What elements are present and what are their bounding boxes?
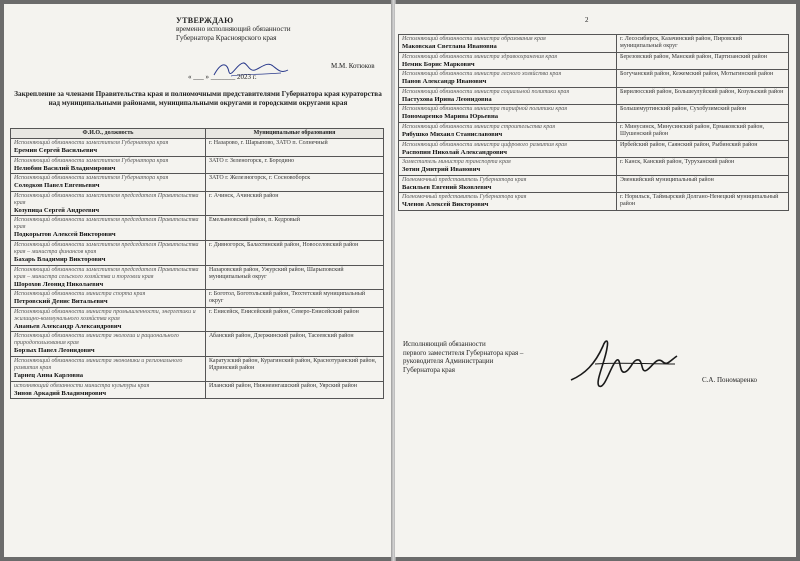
municipalities-cell: г. Назарово, г. Шарыпово, ЗАТО п. Солнечный bbox=[206, 139, 384, 157]
official-position: Исполняющий обязанности министра здравоохранения края bbox=[402, 53, 558, 60]
municipalities-cell: Каратузский район, Курагинский район, Краснотуранский район, Идринский район bbox=[206, 356, 384, 381]
official-position: Исполняющий обязанности министра строительства края bbox=[402, 123, 556, 130]
municipalities-cell: Ирбейский район, Саянский район, Рыбинский район bbox=[617, 140, 789, 158]
municipalities-cell: Березовский район, Манский район, Партизанский район bbox=[617, 52, 789, 70]
official-position: Исполняющий обязанности заместителя председателя Правительства края bbox=[14, 192, 199, 206]
official-position: Полномочный представитель Губернатора края bbox=[402, 194, 527, 201]
page-1 bbox=[4, 4, 392, 557]
official-cell bbox=[399, 70, 617, 88]
table-row bbox=[11, 174, 384, 192]
official-cell bbox=[11, 191, 206, 216]
official-position: Исполняющий обязанности министра образования края bbox=[402, 36, 546, 42]
official-position: Исполняющий обязанности министра экологии и рационального природопользования края bbox=[14, 333, 179, 347]
page-2 bbox=[395, 4, 796, 557]
official-name: Распопин Николай Александрович bbox=[402, 148, 508, 156]
municipalities-cell: Иланский район, Нижнеингашский район, Уярский район bbox=[206, 381, 384, 399]
table-row bbox=[399, 122, 789, 140]
municipalities-cell: Абанский район, Дзержинский район, Тасеевский район bbox=[206, 332, 384, 357]
table-row bbox=[399, 193, 789, 211]
curator-table-left bbox=[10, 128, 384, 399]
official-name: Солодков Павел Евгеньевич bbox=[14, 182, 100, 190]
official-cell bbox=[399, 122, 617, 140]
official-cell bbox=[11, 216, 206, 241]
official-name: Васильев Евгений Яковлевич bbox=[402, 183, 492, 191]
official-cell bbox=[11, 290, 206, 308]
official-cell bbox=[11, 332, 206, 357]
header-fio: Ф.И.О., должность bbox=[11, 129, 206, 139]
municipalities-cell: ЗАТО г. Зеленогорск, г. Бородино bbox=[206, 156, 384, 174]
official-name: Борзых Павел Леонидович bbox=[14, 347, 95, 355]
official-name: Пономаренко Марина Юрьевна bbox=[402, 113, 499, 121]
table-row bbox=[399, 158, 789, 176]
municipalities-cell: Назаровский район, Ужурский район, Шарыповский муниципальный округ bbox=[206, 265, 384, 290]
municipalities-cell: г. Боготол, Боготольский район, Тюхтетский муниципальный округ bbox=[206, 290, 384, 308]
official-position: Исполняющий обязанности заместителя Губернатора края bbox=[14, 175, 169, 182]
table-row bbox=[11, 216, 384, 241]
official-position: Исполняющий обязанности министра тарифной политики края bbox=[402, 106, 568, 113]
table-row bbox=[399, 70, 789, 88]
table-row bbox=[11, 139, 384, 157]
page-number: 2 bbox=[585, 16, 589, 24]
official-name: Членов Алексей Викторович bbox=[402, 201, 489, 209]
official-cell bbox=[399, 52, 617, 70]
official-name: Нелюбин Василий Владимирович bbox=[14, 164, 116, 172]
municipalities-cell: Эвенкийский муниципальный район bbox=[617, 175, 789, 193]
official-cell bbox=[11, 381, 206, 399]
official-position: Полномочный представитель Губернатора края bbox=[402, 176, 527, 183]
table-row bbox=[11, 191, 384, 216]
table-row bbox=[399, 87, 789, 105]
approval-block bbox=[176, 16, 376, 43]
official-cell bbox=[399, 175, 617, 193]
table-row bbox=[11, 307, 384, 332]
official-cell bbox=[11, 356, 206, 381]
table-row bbox=[399, 175, 789, 193]
official-name: Пастухова Ирина Леонидовна bbox=[402, 95, 492, 103]
official-name: Подкорытов Алексей Викторович bbox=[14, 231, 116, 239]
official-name: Маковская Светлана Ивановна bbox=[402, 43, 497, 50]
approval-heading: УТВЕРЖДАЮ bbox=[176, 16, 234, 25]
official-cell bbox=[399, 87, 617, 105]
municipalities-cell: г. Енисейск, Енисейский район, Северо-Енисейский район bbox=[206, 307, 384, 332]
table-row bbox=[399, 140, 789, 158]
official-name: Зинов Аркадий Владимирович bbox=[14, 389, 107, 397]
official-name: Панов Александр Иванович bbox=[402, 78, 487, 86]
official-position: Исполняющий обязанности министра лесного хозяйства края bbox=[402, 71, 562, 78]
header-municipalities: Муниципальные образования bbox=[206, 129, 384, 139]
official-name: Петровский Денис Витальевич bbox=[14, 298, 108, 306]
official-name: Козупица Сергей Андреевич bbox=[14, 206, 100, 214]
table-row bbox=[399, 52, 789, 70]
official-cell bbox=[399, 105, 617, 123]
official-name: Еремин Сергей Васильевич bbox=[14, 147, 98, 154]
official-position: Исполняющий обязанности заместителя председателя Правительства края – министра финансов края bbox=[14, 241, 199, 255]
approval-date: « ___ » _______ 2023 г. bbox=[188, 73, 257, 81]
official-name: Зотин Дмитрий Иванович bbox=[402, 166, 481, 174]
municipalities-cell: г. Норильск, Таймырский Долгано-Ненецкий муниципальный район bbox=[617, 193, 789, 211]
official-cell bbox=[399, 35, 617, 53]
curator-table-right bbox=[398, 34, 789, 211]
table-row bbox=[11, 156, 384, 174]
official-cell bbox=[11, 139, 206, 157]
table-row bbox=[11, 265, 384, 290]
official-cell bbox=[11, 265, 206, 290]
official-position: Исполняющий обязанности министра социальной политики края bbox=[402, 88, 570, 95]
official-cell bbox=[399, 140, 617, 158]
municipalities-cell: Емельяновский район, п. Кедровый bbox=[206, 216, 384, 241]
approval-signer: М.М. Котюков bbox=[331, 62, 375, 70]
official-name: Бахарь Владимир Викторович bbox=[14, 255, 106, 263]
table-row bbox=[11, 356, 384, 381]
table-row bbox=[11, 381, 384, 399]
table-row bbox=[11, 290, 384, 308]
closing-signature-text bbox=[403, 340, 573, 374]
closing-signature-block bbox=[403, 340, 783, 400]
official-cell bbox=[11, 240, 206, 265]
municipalities-cell: Бирилюсский район, Большеулуйский район, Козульский район bbox=[617, 87, 789, 105]
document-title: Закрепление за членами Правительства края и полномочными представителями Губернатора края кураторства над муниципальными районами, муниципальными округами и городскими округами края bbox=[14, 90, 382, 107]
municipalities-cell: г. Минусинск, Минусинский район, Ермаковский район, Шушенский район bbox=[617, 122, 789, 140]
municipalities-cell: Большемуртинский район, Сухобузимский район bbox=[617, 105, 789, 123]
official-cell bbox=[11, 156, 206, 174]
municipalities-cell: г. Дивногорск, Балахтинский район, Новоселовский район bbox=[206, 240, 384, 265]
official-name: Шорохов Леонид Николаевич bbox=[14, 280, 104, 288]
approval-line-2: Губернатора Красноярского края bbox=[176, 34, 277, 42]
municipalities-cell: ЗАТО г. Железногорск, г. Сосновоборск bbox=[206, 174, 384, 192]
municipalities-cell: г. Канск, Канский район, Туруханский район bbox=[617, 158, 789, 176]
table-row bbox=[399, 35, 789, 53]
municipalities-cell: г. Ачинск, Ачинский район bbox=[206, 191, 384, 216]
official-position: Исполняющий обязанности министра спорта края bbox=[14, 291, 146, 298]
official-name: Ананьев Александр Александрович bbox=[14, 322, 122, 330]
official-position: Исполняющий обязанности заместителя председателя Правительства края bbox=[14, 217, 199, 231]
official-cell bbox=[399, 158, 617, 176]
official-position: Исполняющий обязанности заместителя Губернатора края bbox=[14, 140, 169, 146]
official-position: Исполняющий обязанности министра экономики и регионального развития края bbox=[14, 357, 183, 371]
official-name: Рябушко Михаил Станиславович bbox=[402, 130, 503, 138]
official-position: Заместитель министра транспорта края bbox=[402, 159, 511, 166]
official-name: Немик Борис Маркович bbox=[402, 60, 475, 68]
table-header-row bbox=[11, 129, 384, 139]
approval-line-1: временно исполняющий обязанности bbox=[176, 25, 291, 33]
official-cell bbox=[11, 174, 206, 192]
official-position: Исполняющий обязанности заместителя председателя Правительства края – министра сельского хозяйства и торговли края bbox=[14, 266, 199, 280]
municipalities-cell: Богучанский район, Кежемский район, Мотыгинский район bbox=[617, 70, 789, 88]
table-row bbox=[399, 105, 789, 123]
closing-line-3: руководителя Администрации bbox=[403, 357, 494, 366]
approval-signature-line bbox=[176, 62, 386, 82]
official-position: Исполняющий обязанности министра промышленности, энергетики и жилищно-коммунального хозяйства края bbox=[14, 308, 196, 322]
official-position: Исполняющий обязанности министра цифрового развития края bbox=[402, 141, 567, 148]
closing-line-2: первого заместителя Губернатора края – bbox=[403, 348, 524, 357]
handwritten-signature-icon bbox=[565, 334, 695, 392]
official-position: исполняющий обязанности министра культуры края bbox=[14, 382, 150, 389]
table-row bbox=[11, 240, 384, 265]
closing-line-1: Исполняющий обязанности bbox=[403, 340, 486, 348]
official-cell bbox=[399, 193, 617, 211]
official-name: Гарнец Анна Карловна bbox=[14, 371, 84, 379]
closing-signer: С.А. Пономаренко bbox=[702, 376, 758, 384]
municipalities-cell: г. Лесосибирск, Казачинский район, Пировский муниципальный округ bbox=[617, 35, 789, 53]
closing-line-4: Губернатора края bbox=[403, 365, 455, 374]
official-position: Исполняющий обязанности заместителя Губернатора края bbox=[14, 157, 169, 164]
table-row bbox=[11, 332, 384, 357]
official-cell bbox=[11, 307, 206, 332]
